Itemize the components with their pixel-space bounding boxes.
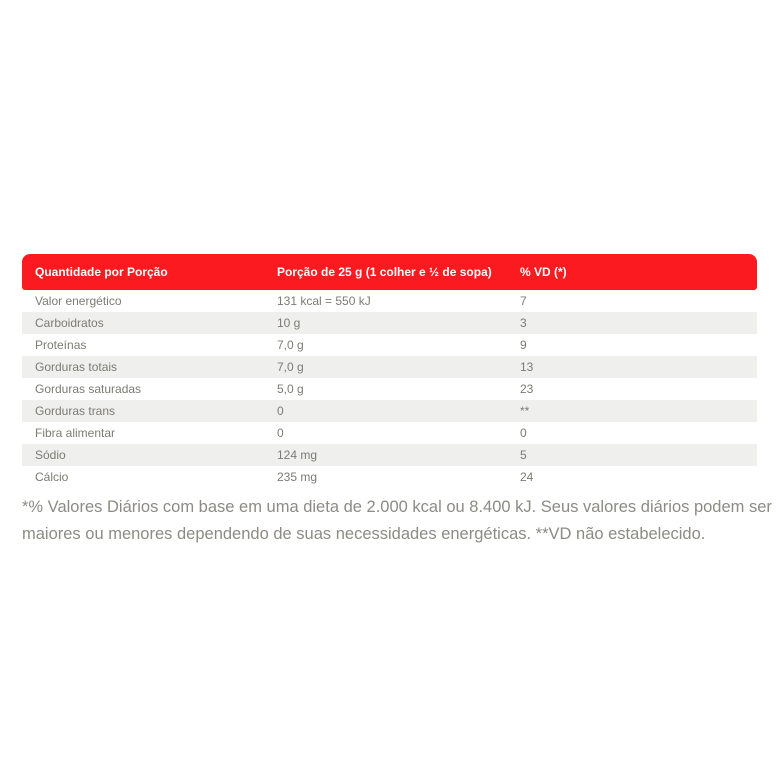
header-daily-value: % VD (*) xyxy=(520,265,567,279)
nutrient-vd: 0 xyxy=(520,426,527,440)
nutrient-vd: 9 xyxy=(520,338,527,352)
table-row-saturated-fat xyxy=(22,378,757,400)
nutrient-vd: 13 xyxy=(520,360,534,374)
nutrient-label: Valor energético xyxy=(35,294,122,308)
nutrient-amount: 124 mg xyxy=(277,448,318,462)
nutrient-label: Fibra alimentar xyxy=(35,426,116,440)
nutrient-label: Gorduras saturadas xyxy=(35,382,142,396)
nutrient-amount: 10 g xyxy=(277,316,301,330)
nutrient-amount: 235 mg xyxy=(277,470,318,484)
nutrient-vd: 23 xyxy=(520,382,534,396)
nutrition-rows xyxy=(22,290,757,488)
nutrient-amount: 7,0 g xyxy=(277,338,304,352)
nutrient-amount: 5,0 g xyxy=(277,382,304,396)
nutrient-label: Gorduras trans xyxy=(35,404,116,418)
table-row-fiber xyxy=(22,422,757,444)
table-row-calcium xyxy=(22,466,757,488)
nutrient-vd: 7 xyxy=(520,294,527,308)
nutrient-vd: 24 xyxy=(520,470,534,484)
nutrient-amount: 131 kcal = 550 kJ xyxy=(277,294,371,308)
nutrient-amount: 0 xyxy=(277,426,284,440)
table-row-trans-fat xyxy=(22,400,757,422)
nutrient-amount: 0 xyxy=(277,404,284,418)
table-row-energy xyxy=(22,290,757,312)
nutrient-label: Proteínas xyxy=(35,338,87,352)
nutrition-table-header xyxy=(22,254,757,290)
nutrient-label: Sódio xyxy=(35,448,66,462)
table-row-carbs xyxy=(22,312,757,334)
nutrient-label: Gorduras totais xyxy=(35,360,118,374)
header-serving-size: Porção de 25 g (1 colher e ½ de sopa) xyxy=(277,265,492,279)
footnote-line-2: maiores ou menores dependendo de suas necessidades energéticas. **VD não estabelecido. xyxy=(22,525,706,543)
nutrient-label: Cálcio xyxy=(35,470,69,484)
table-row-total-fat xyxy=(22,356,757,378)
header-quantity-per-serving: Quantidade por Porção xyxy=(35,265,168,279)
nutrient-vd: 5 xyxy=(520,448,527,462)
nutrient-label: Carboidratos xyxy=(35,316,104,330)
nutrient-vd: 3 xyxy=(520,316,527,330)
nutrition-table xyxy=(22,254,757,488)
nutrient-amount: 7,0 g xyxy=(277,360,304,374)
footnote-line-1: *% Valores Diários com base em uma dieta de 2.000 kcal ou 8.400 kJ. Seus valores diários podem ser xyxy=(22,498,772,516)
table-row-protein xyxy=(22,334,757,356)
daily-values-footnote xyxy=(22,494,772,548)
table-row-sodium xyxy=(22,444,757,466)
nutrient-vd: ** xyxy=(520,404,530,418)
